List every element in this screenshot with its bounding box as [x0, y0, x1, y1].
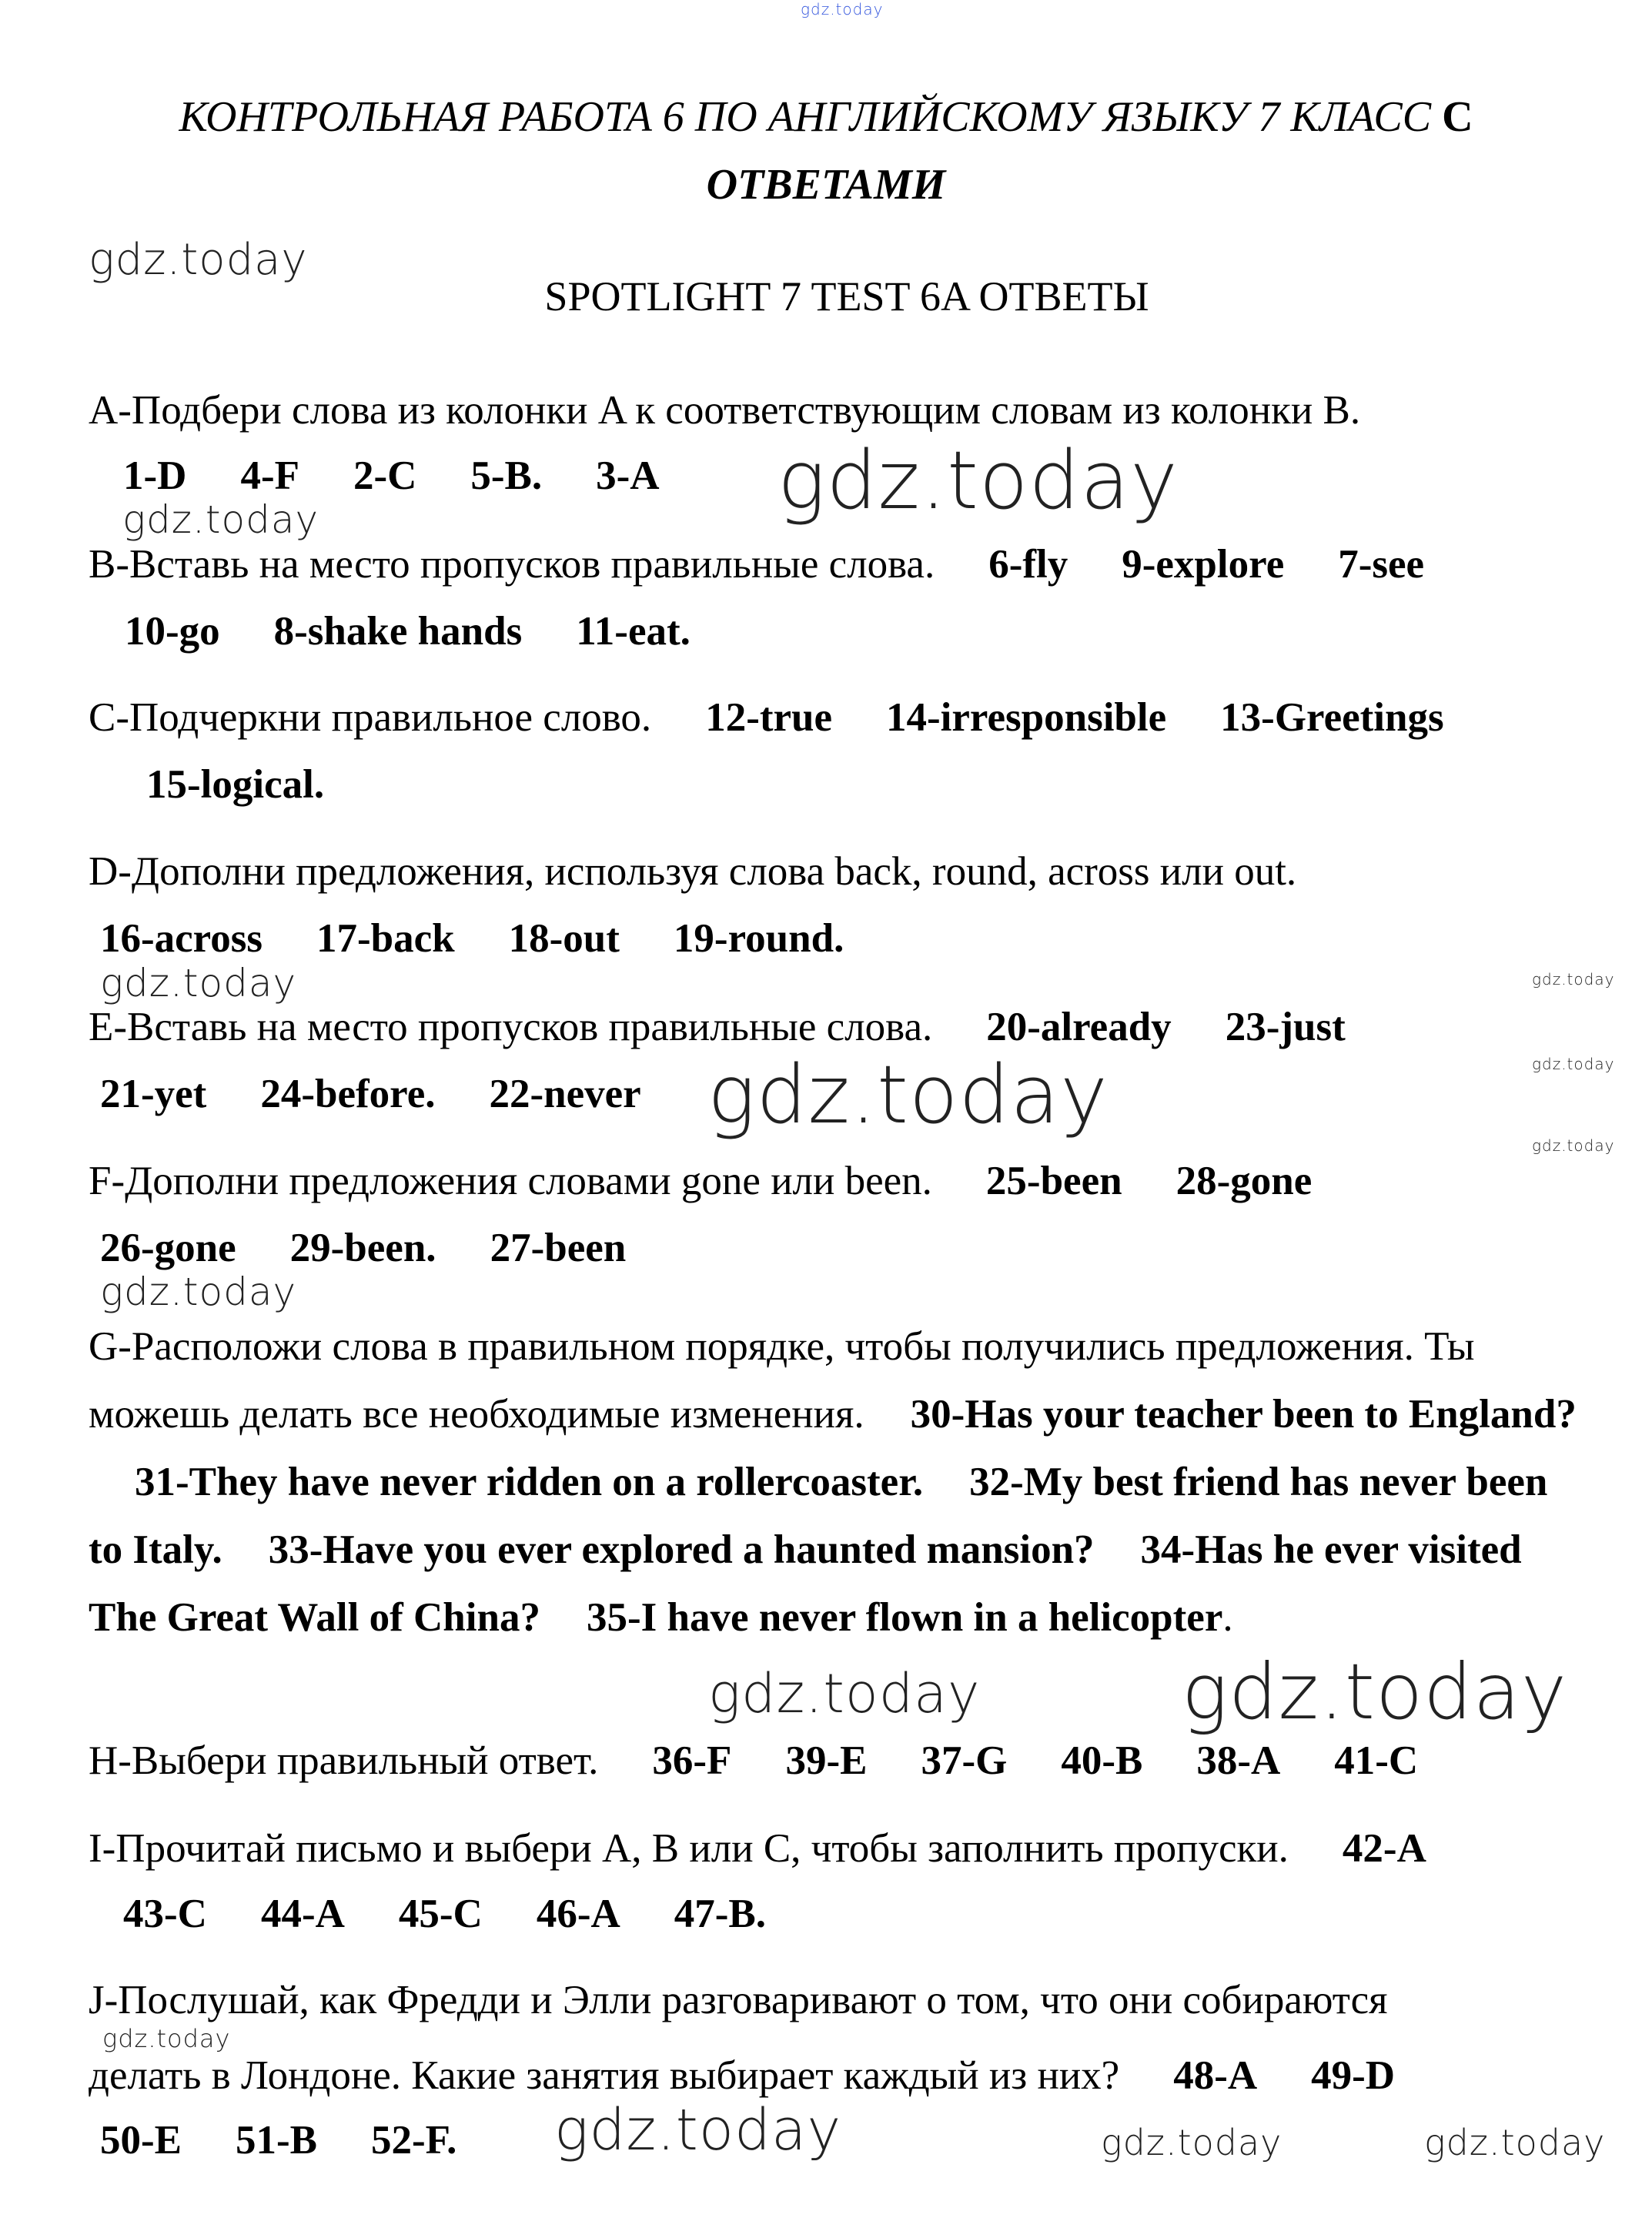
section-e-line1	[89, 1004, 1346, 1050]
section-c-line1	[89, 694, 1444, 741]
answer: 21-yet	[100, 1072, 207, 1116]
section-f-line2	[100, 1225, 626, 1271]
section-j-instruction-line1: J-Послушай, как Фредди и Элли разговаривают о том, что они собираются	[89, 1978, 1388, 2022]
answer: 25-been	[985, 1159, 1122, 1203]
answer: 31-They have never ridden on a rollercoaster.	[135, 1460, 924, 1504]
answer: 18-out	[508, 916, 620, 961]
answer: 2-C	[353, 453, 417, 498]
answer: 43-C	[123, 1892, 207, 1936]
answer: 13-Greetings	[1220, 695, 1444, 740]
answer: 46-A	[536, 1892, 620, 1936]
subtitle: SPOTLIGHT 7 TEST 6A ОТВЕТЫ	[544, 273, 1149, 319]
answer: 8-shake hands	[273, 609, 523, 654]
answer: 30-Has your teacher been to England?	[910, 1392, 1577, 1437]
section-f-line1	[89, 1158, 1312, 1204]
watermark: gdz.today	[1101, 2122, 1282, 2163]
watermark: gdz.today	[1532, 1055, 1615, 1073]
answer: 23-just	[1225, 1005, 1346, 1049]
answer: 49-D	[1311, 2053, 1396, 2098]
watermark: gdz.today	[1182, 1647, 1568, 1737]
answer: 11-eat.	[576, 609, 691, 654]
title-line2: ОТВЕТАМИ	[706, 161, 946, 209]
answer: 29-been.	[289, 1226, 436, 1270]
watermark: gdz.today	[554, 2097, 842, 2163]
answer: 26-gone	[100, 1226, 236, 1270]
section-b-line2	[125, 608, 691, 654]
answer: 28-gone	[1175, 1159, 1313, 1203]
watermark: gdz.today	[1532, 1136, 1615, 1155]
answer: 14-irresponsible	[886, 695, 1167, 740]
answer: 40-B	[1061, 1738, 1143, 1783]
section-e-line2	[100, 1071, 641, 1117]
section-f-instruction: F-Дополни предложения словами gone или been.	[89, 1159, 932, 1203]
section-h-instruction: H-Выбери правильный ответ.	[89, 1738, 599, 1783]
title-text: КОНТРОЛЬНАЯ РАБОТА 6 ПО АНГЛИЙСКОМУ ЯЗЫКУ 7 КЛАСС	[179, 93, 1432, 141]
section-a-answers	[123, 453, 660, 499]
section-j-instruction-line2: делать в Лондоне. Какие занятия выбирает каждый из них?	[89, 2053, 1120, 2098]
section-b-instruction: B-Вставь на место пропусков правильные слова.	[89, 542, 935, 587]
answer: 47-B.	[674, 1892, 766, 1936]
answer: 15-logical.	[146, 762, 325, 807]
title-bold: С	[1442, 93, 1473, 141]
answer: 33-Have you ever explored a haunted mansion?	[268, 1527, 1095, 1572]
watermark: gdz.today	[122, 497, 319, 542]
section-g-instruction: G-Расположи слова в правильном порядке, чтобы получились предложения. Ты можешь делать все необходимые изменения.	[89, 1324, 1475, 1437]
answer: 16-across	[100, 916, 263, 961]
answer: 20-already	[986, 1005, 1172, 1049]
watermark: gdz.today	[1532, 970, 1615, 989]
watermark: gdz.today	[707, 1048, 1109, 1142]
watermark: gdz.today	[801, 0, 884, 18]
answer: 51-B	[236, 2118, 317, 2163]
section-e-instruction: E-Вставь на место пропусков правильные слова.	[89, 1005, 933, 1049]
section-d-instruction: D-Дополни предложения, используя слова back, round, across или out.	[89, 849, 1297, 894]
trailing-period: .	[1222, 1595, 1233, 1640]
watermark: gdz.today	[1424, 2122, 1606, 2163]
answer: 52-F.	[371, 2118, 457, 2163]
answer: 39-E	[785, 1738, 868, 1783]
answer: 1-D	[123, 453, 187, 498]
answer: 50-E	[100, 2118, 182, 2163]
section-d-answers	[100, 915, 844, 962]
answer: 45-C	[398, 1892, 483, 1936]
watermark: gdz.today	[778, 433, 1179, 527]
answer: 35-I have never flown in a helicopter	[587, 1595, 1223, 1640]
section-j-line2	[89, 2052, 1395, 2099]
answer: 7-see	[1338, 542, 1425, 587]
answer: 10-go	[125, 609, 220, 654]
section-g	[89, 1313, 1586, 1651]
answer: 36-F	[652, 1738, 732, 1783]
answer: 6-fly	[988, 542, 1068, 587]
watermark: gdz.today	[100, 1270, 297, 1314]
answer: 42-A	[1342, 1826, 1426, 1871]
answer: 38-A	[1196, 1738, 1281, 1783]
page-title	[0, 92, 1652, 142]
answer: 34-Has he ever visited The Great Wall of China?	[89, 1527, 1522, 1640]
answer: 41-C	[1334, 1738, 1419, 1783]
section-c-line2	[146, 761, 324, 808]
watermark: gdz.today	[89, 235, 308, 285]
answer: 17-back	[316, 916, 455, 961]
answer: 22-never	[489, 1072, 641, 1116]
section-b-line1	[89, 541, 1424, 587]
section-j-line3	[100, 2117, 456, 2163]
watermark: gdz.today	[100, 961, 297, 1005]
section-h-line	[89, 1738, 1418, 1784]
section-i-instruction: I-Прочитай письмо и выбери A, B или C, чтобы заполнить пропуски.	[89, 1826, 1289, 1871]
answer: 19-round.	[673, 916, 844, 961]
answer: 4-F	[240, 453, 299, 498]
watermark: gdz.today	[708, 1662, 981, 1725]
answer: 9-explore	[1122, 542, 1285, 587]
watermark: gdz.today	[102, 2024, 231, 2053]
answer: 32-My best friend has never been to Italy.	[89, 1460, 1548, 1572]
answer: 5-B.	[470, 453, 543, 498]
answer: 24-before.	[260, 1072, 436, 1116]
answer: 48-A	[1173, 2053, 1258, 2098]
answer: 12-true	[705, 695, 833, 740]
answer: 3-A	[596, 453, 660, 498]
answer: 37-G	[921, 1738, 1008, 1783]
section-c-instruction: C-Подчеркни правильное слово.	[89, 695, 652, 740]
section-i-line1	[89, 1825, 1426, 1872]
answer: 44-A	[260, 1892, 345, 1936]
answer: 27-been	[490, 1226, 627, 1270]
section-i-line2	[123, 1891, 766, 1937]
section-a-instruction: A-Подбери слова из колонки A к соответствующим словам из колонки B.	[89, 388, 1361, 433]
